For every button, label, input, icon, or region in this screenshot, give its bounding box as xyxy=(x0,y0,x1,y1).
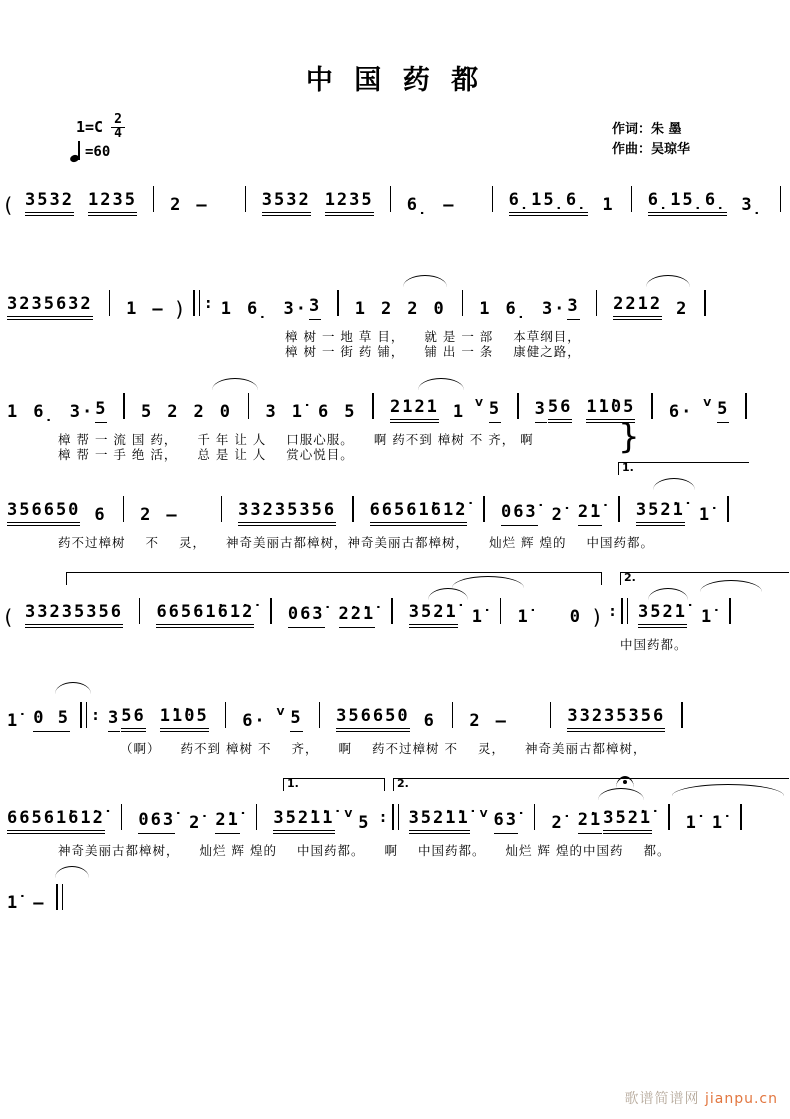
lyric-phrase: 口服心服。 xyxy=(286,432,354,447)
breath-mark-icon: V xyxy=(479,809,488,820)
credits-block xyxy=(612,120,690,160)
lyric-phrase: 神奇美丽古都樟树，神奇美丽古都樟树， xyxy=(226,535,470,550)
lyric-phrase: 药不过樟树 不 xyxy=(372,741,458,756)
note-group: 352̇1̇ xyxy=(638,601,687,628)
lyric-phrase: 啊 xyxy=(338,741,352,756)
barline xyxy=(245,186,246,212)
end-repeat-barline xyxy=(621,598,628,624)
lyric-phrase: 都。 xyxy=(643,843,671,858)
key-signature xyxy=(76,114,125,140)
barline xyxy=(372,393,374,419)
barline xyxy=(391,598,393,624)
lyric-phrase: 灿烂 辉 煌的 xyxy=(489,535,567,550)
repeat-dots: : xyxy=(90,706,100,724)
lyrics-block xyxy=(0,535,790,550)
note-group: 3· xyxy=(541,299,567,319)
lyric-phrase: 不 xyxy=(145,535,160,550)
note-group: 6 xyxy=(94,505,107,525)
note-group: 2̇1̇ xyxy=(578,501,602,526)
notation-system-8 xyxy=(0,866,790,914)
lyric-line xyxy=(58,535,790,550)
note-group: 352̇1̇1̇ xyxy=(273,807,334,834)
close-paren: ) xyxy=(173,297,188,321)
note-group: 1̇ xyxy=(471,607,484,627)
note-group: 3532 xyxy=(25,189,74,216)
barline xyxy=(631,186,632,212)
begin-repeat-barline xyxy=(193,290,200,316)
note-group: 33235356 xyxy=(238,499,336,526)
note-group: 56 xyxy=(121,705,145,732)
note-group: 5 xyxy=(290,707,302,732)
note-group: 33235356 xyxy=(567,705,665,732)
barline xyxy=(681,702,683,728)
volta-number: 2. xyxy=(397,777,409,790)
note-group: 2 xyxy=(170,195,183,215)
lyrics-block xyxy=(0,843,790,858)
notation-line xyxy=(0,375,790,423)
note-group: 2̇ xyxy=(551,813,564,833)
barline xyxy=(337,290,339,316)
note-group: 5 xyxy=(95,398,107,423)
barline xyxy=(727,496,729,522)
volta-bracket-1 xyxy=(283,778,385,791)
lyrics-block xyxy=(0,741,790,756)
lyric-phrase: 中国药都。 xyxy=(418,843,486,858)
note-group: 2̇1̇ xyxy=(578,809,602,834)
barline xyxy=(618,496,620,522)
volta-bracket-2 xyxy=(620,572,789,585)
note-group: 1 xyxy=(354,299,367,319)
lyric-phrase: 神奇美丽古都樟树， xyxy=(525,741,647,756)
note-group: 1̇ xyxy=(7,893,20,913)
note-group: 3 xyxy=(309,295,321,320)
note-group: 5 xyxy=(717,398,729,423)
note-group: 2̇ xyxy=(551,505,564,525)
breath-mark-icon: V xyxy=(344,809,353,820)
barline xyxy=(729,598,731,624)
barline xyxy=(534,804,536,830)
note-group: 1̇ xyxy=(685,813,698,833)
duration-dash: – xyxy=(495,711,508,731)
note-group: 063̇ xyxy=(288,603,325,628)
note-group: 1̇ xyxy=(517,607,530,627)
lyric-phrase: 灿烂 辉 煌的中国药 xyxy=(505,843,624,858)
notation-system-5 xyxy=(0,571,790,652)
note-group: 2 xyxy=(380,299,394,319)
note-group: 2̇1̇ xyxy=(215,809,239,834)
lyric-phrase: 赏心悦目。 xyxy=(286,447,354,462)
lyric-phrase: 本草纲目， xyxy=(513,329,581,344)
barline xyxy=(740,804,742,830)
barline xyxy=(651,393,653,419)
lyric-phrase: 神奇美丽古都樟树， xyxy=(58,843,180,858)
note-group: 3 xyxy=(535,398,547,423)
final-barline xyxy=(56,884,63,910)
note-group: 1̇ xyxy=(291,402,304,422)
note-group: 1235 xyxy=(325,189,374,216)
repeat-dots: : xyxy=(203,294,213,312)
lyrics-block xyxy=(0,329,790,359)
note-group: 63̇ xyxy=(494,809,518,834)
notation-line xyxy=(0,684,790,732)
barline xyxy=(352,496,354,522)
lyric-phrase: 灵， xyxy=(179,535,207,550)
notation-line xyxy=(0,168,790,216)
note-group: 1̇1̇05 xyxy=(586,396,635,423)
note-group: 3 xyxy=(265,402,278,422)
note-group: 2 xyxy=(407,299,420,319)
note-group: 66561̇61̇2̇ xyxy=(370,499,468,526)
open-paren: ( xyxy=(2,193,17,217)
barline xyxy=(248,393,250,419)
note-group: 0 xyxy=(219,402,232,422)
volta-number: 1. xyxy=(622,461,634,474)
note-group: 3· xyxy=(283,299,308,319)
duration-dash: – xyxy=(196,195,209,215)
note-group: 0 5 xyxy=(33,707,70,732)
note-group: 2 xyxy=(140,505,153,525)
notation-system-4 xyxy=(0,461,790,550)
note-group: 6̣15̣6̣ xyxy=(509,189,589,216)
lyric-phrase: 药不到 樟树 不 xyxy=(180,741,272,756)
note-group: 2212 xyxy=(613,293,662,320)
notation-line xyxy=(0,786,790,834)
lyric-phrase: （啊） xyxy=(120,741,161,756)
lyric-phrase: 樟 帮 一 流 国 药， xyxy=(58,432,178,447)
barline xyxy=(517,393,519,419)
note-group: 6̣ xyxy=(505,299,528,319)
note-group: 66561̇61̇2̇ xyxy=(7,807,105,834)
note-group: 1 xyxy=(452,402,466,422)
note-group: 5 xyxy=(489,398,501,423)
barline xyxy=(452,702,454,728)
lyric-phrase: 樟 帮 一 手 绝 活， xyxy=(58,447,178,462)
lyric-line xyxy=(620,637,790,652)
watermark-site-url: jianpu.cn xyxy=(704,1091,778,1107)
breath-mark-icon: V xyxy=(276,707,285,718)
barline xyxy=(270,598,272,624)
meter-denominator: 4 xyxy=(114,126,122,141)
barline xyxy=(780,186,781,212)
barline xyxy=(121,804,123,830)
note-group: 1̇ xyxy=(698,505,712,525)
barline xyxy=(668,804,670,830)
barline xyxy=(139,598,141,624)
lyric-phrase: 中国药都。 xyxy=(296,843,365,858)
note-group: 1̇ xyxy=(701,607,714,627)
note-group: 356650 xyxy=(7,499,80,526)
note-group: 66561̇61̇2̇ xyxy=(156,601,254,628)
note-group: 1 xyxy=(7,402,20,422)
lyric-phrase: 啊 药不到 樟树 不 齐， 啊 xyxy=(373,432,534,447)
volta-bracket-1 xyxy=(618,462,749,475)
song-title: 中 国 药 都 xyxy=(305,65,485,96)
barline xyxy=(462,290,464,316)
note-group: 1235 xyxy=(88,189,137,216)
lyric-phrase: 就 是 一 部 xyxy=(424,329,494,344)
lyric-phrase: 铺 出 一 条 xyxy=(424,344,494,359)
lyric-phrase: 樟 树 一 地 草 目， xyxy=(285,329,405,344)
note-group: 352̇1̇ xyxy=(636,499,685,526)
barline xyxy=(319,702,321,728)
lyric-phrase: 樟 树 一 街 药 铺， xyxy=(285,344,405,359)
note-group: 063̇ xyxy=(138,809,175,834)
volta-number: 2. xyxy=(624,571,636,584)
note-group: 5 xyxy=(140,402,154,422)
note-group: 33235356 xyxy=(25,601,123,628)
note-group: 2 xyxy=(676,299,689,319)
volta-number: 1. xyxy=(287,777,299,790)
note-group: 6̣15̣6̣ xyxy=(648,189,728,216)
duration-dash: – xyxy=(33,893,46,913)
lyric-phrase: 康健之路， xyxy=(513,344,581,359)
note-group: 3· xyxy=(69,402,95,422)
quarter-note-icon xyxy=(70,141,83,163)
notation-system-6 xyxy=(0,684,790,756)
key-label: 1=C xyxy=(76,118,104,136)
lyric-line xyxy=(120,741,790,756)
note-group: 2121 xyxy=(390,396,439,423)
note-group: 0 xyxy=(433,299,446,319)
barline xyxy=(123,496,125,522)
note-group: 1 xyxy=(479,299,492,319)
notation-system-1 xyxy=(0,168,790,216)
note-group: 1 xyxy=(220,299,233,319)
lyric-phrase: 中国药都。 xyxy=(586,535,655,550)
barline xyxy=(483,496,485,522)
barline xyxy=(153,186,154,212)
notation-system-3 xyxy=(0,375,790,462)
tempo-value: =60 xyxy=(85,144,111,160)
note-group: 1 xyxy=(602,195,615,215)
note-group: 2̇ xyxy=(189,813,202,833)
note-group: 063̇ xyxy=(501,501,538,526)
lyric-line xyxy=(285,344,790,359)
lyric-line xyxy=(58,432,790,447)
lyricist-credit: 作词：朱 墨 xyxy=(612,122,682,137)
note-group: 0 xyxy=(569,607,582,627)
barline xyxy=(500,598,502,624)
barline xyxy=(390,186,391,212)
note-group: 356650 xyxy=(336,705,409,732)
lyric-phrase: 齐， xyxy=(291,741,319,756)
watermark-site-name: 歌谱简谱网 xyxy=(624,1091,700,1107)
note-group: 3532 xyxy=(262,189,311,216)
note-group: 6̣ xyxy=(406,195,430,215)
meter-numerator: 2 xyxy=(111,114,125,128)
barline xyxy=(596,290,598,316)
open-paren: ( xyxy=(2,605,17,629)
note-group: 6· xyxy=(242,711,267,731)
lyrics-block xyxy=(0,637,790,652)
note-group: 352̇1̇1̇ xyxy=(409,807,470,834)
lyric-line xyxy=(285,329,790,344)
note-group: 2 xyxy=(167,402,180,422)
tempo-marking xyxy=(70,141,110,163)
duration-dash: – xyxy=(443,195,456,215)
time-signature xyxy=(111,114,125,140)
end-repeat-barline xyxy=(392,804,399,830)
lyric-line xyxy=(58,447,790,462)
lyric-phrase: 灵， xyxy=(477,741,505,756)
barline xyxy=(256,804,258,830)
watermark xyxy=(625,1088,778,1108)
barline xyxy=(550,702,552,728)
note-group: 2 xyxy=(193,402,206,422)
note-group: 6̣ xyxy=(33,402,56,422)
note-group: 3 xyxy=(567,295,579,320)
note-group: 2̇2̇1̇ xyxy=(339,603,376,628)
lyric-phrase: 药不过樟树 xyxy=(58,535,126,550)
composer-credit: 作曲：吴琼华 xyxy=(612,142,691,157)
barline xyxy=(745,393,747,419)
lyric-phrase: 啊 xyxy=(384,843,398,858)
barline xyxy=(704,290,706,316)
note-group: 1 xyxy=(126,299,139,319)
note-group: 352̇1̇ xyxy=(409,601,458,628)
note-group: 6̣ xyxy=(246,299,270,319)
notation-system-2 xyxy=(0,272,790,359)
note-group: 3 xyxy=(108,707,120,732)
note-group: 3235632 xyxy=(7,293,93,320)
note-group: 6 xyxy=(317,402,331,422)
note-group: 352̇1̇ xyxy=(603,807,652,834)
lyric-line xyxy=(58,843,790,858)
barline xyxy=(492,186,493,212)
note-group: 1̇ xyxy=(7,711,20,731)
note-group: 1̇1̇05 xyxy=(160,705,209,732)
repeat-dots: : xyxy=(378,808,388,826)
note-group: 5 xyxy=(358,813,371,833)
lyrics-block xyxy=(0,432,790,462)
note-group: 6 xyxy=(423,711,436,731)
repeat-dots: : xyxy=(608,602,618,620)
barline xyxy=(225,702,227,728)
note-group: 1̇ xyxy=(711,813,725,833)
close-paren: ) xyxy=(590,605,606,629)
barline xyxy=(123,393,125,419)
notation-system-7 xyxy=(0,777,790,858)
note-group: 2 xyxy=(469,711,482,731)
barline xyxy=(221,496,223,522)
breath-mark-icon: V xyxy=(703,398,712,409)
lyric-phrase: 中国药都。 xyxy=(620,637,688,652)
barline xyxy=(109,290,111,316)
note-group: 3̣ xyxy=(741,195,764,215)
lyric-phrase: 灿烂 辉 煌的 xyxy=(199,843,277,858)
note-group: 5 xyxy=(344,402,357,422)
note-group: 56 xyxy=(548,396,572,423)
duration-dash: – xyxy=(166,505,179,525)
duration-dash: – xyxy=(152,299,165,319)
lyric-phrase: 总 是 让 人 xyxy=(197,447,267,462)
begin-repeat-barline xyxy=(80,702,87,728)
lyric-phrase: 千 年 让 人 xyxy=(197,432,267,447)
lyric-brace: } xyxy=(618,417,640,457)
note-group: 6· xyxy=(668,402,694,422)
notation-line xyxy=(0,866,790,914)
breath-mark-icon: V xyxy=(475,398,483,409)
